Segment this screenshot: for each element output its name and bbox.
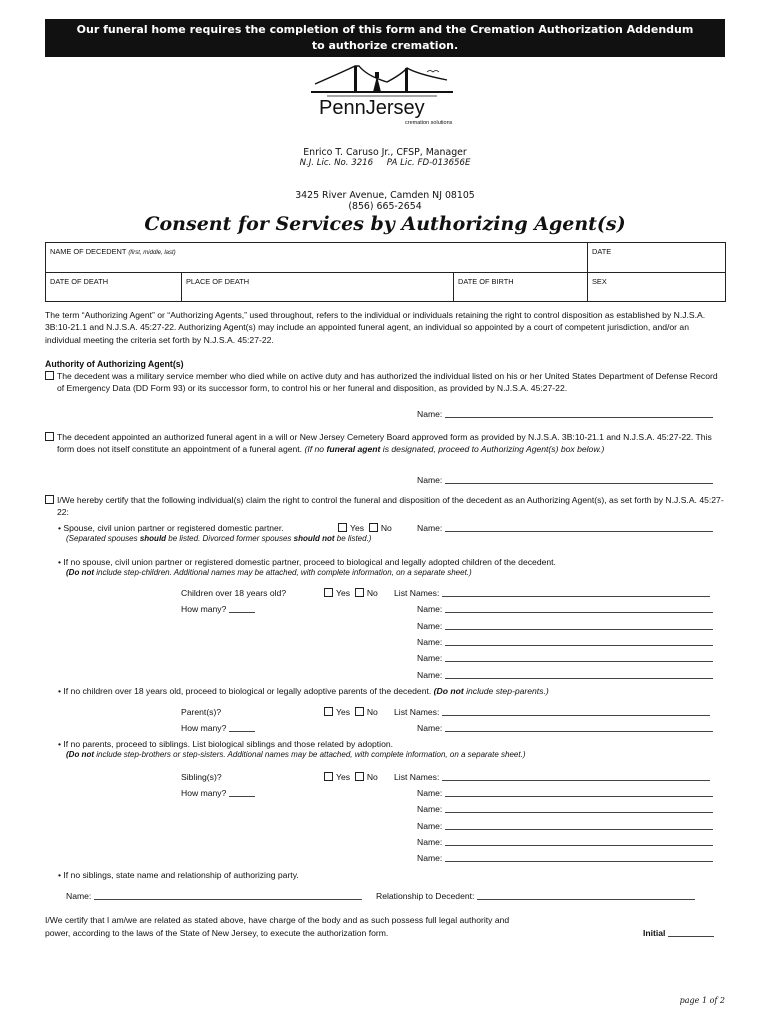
no-label: No	[380, 523, 392, 533]
instruction-banner	[45, 19, 725, 57]
place-of-death-label: PLACE OF DEATH	[186, 277, 250, 286]
parents-bullet	[58, 686, 549, 696]
name-label: Name:	[417, 653, 443, 663]
note-bold: (Do not	[66, 750, 94, 759]
authority-heading: Authority of Authorizing Agent(s)	[45, 359, 184, 369]
authorizing-party-name-input[interactable]	[94, 891, 362, 900]
name-label: Name:	[66, 891, 92, 901]
siblings-name-input-6[interactable]	[445, 853, 713, 862]
parents-yes-no	[324, 707, 378, 717]
note-part: include step-parents.)	[463, 686, 549, 696]
certify-agents-checkbox[interactable]	[45, 495, 54, 504]
parents-no-checkbox[interactable]	[355, 707, 364, 716]
certify-line-2: power, according to the laws of the State of New Jersey, to execute the authorization form.	[45, 928, 389, 938]
children-no-checkbox[interactable]	[355, 588, 364, 597]
option-military	[45, 370, 727, 395]
license-line	[0, 158, 770, 168]
option-funeral-agent-name-row	[417, 475, 713, 485]
how-many-label: How many?	[181, 788, 227, 798]
children-name-input-3[interactable]	[445, 621, 713, 630]
note-part: be listed. Divorced former spouses	[166, 534, 294, 543]
yes-label: Yes	[336, 707, 351, 717]
yes-label: Yes	[350, 523, 365, 533]
siblings-yes-no	[324, 772, 378, 782]
date-of-death-field[interactable]	[46, 273, 182, 302]
children-name-row-5	[417, 653, 713, 663]
date-label: DATE	[592, 247, 612, 256]
siblings-no-checkbox[interactable]	[355, 772, 364, 781]
name-label: Name:	[417, 853, 443, 863]
siblings-name-row-4	[417, 821, 713, 831]
no-label: No	[366, 707, 378, 717]
initial-label: Initial	[643, 928, 666, 938]
name-label: Name:	[417, 821, 443, 831]
children-name-row-6	[417, 670, 713, 680]
nj-license: N.J. Lic. No. 3216	[299, 158, 374, 168]
note-part: include step-brothers or step-sisters. Additional names may be attached, with complete information, on a separate sheet.)	[94, 750, 526, 759]
name-label: Name:	[417, 604, 443, 614]
children-name-input-4[interactable]	[445, 637, 713, 646]
siblings-list-names-row	[394, 772, 710, 782]
siblings-name-input-2[interactable]	[445, 788, 713, 797]
list-names-label: List Names:	[394, 707, 440, 717]
spouse-yes-no	[338, 523, 392, 533]
note-part: be listed.)	[334, 534, 372, 543]
funeral-agent-name-input[interactable]	[445, 475, 713, 484]
decedent-info-table	[45, 242, 726, 302]
address-street: 3425 River Avenue, Camden NJ 08105	[295, 190, 475, 201]
note-part: (If no	[304, 444, 327, 455]
siblings-name-input-3[interactable]	[445, 804, 713, 813]
spouse-yes-checkbox[interactable]	[338, 523, 347, 532]
note-bold: funeral agent	[326, 444, 381, 455]
parents-name-input-1[interactable]	[442, 707, 710, 716]
note-bold: (Do not	[433, 686, 464, 696]
place-of-death-field[interactable]	[182, 273, 454, 302]
siblings-name-input-4[interactable]	[445, 821, 713, 830]
certify-line-1: I/We certify that I am/we are related as stated above, have charge of the body and as such possess full legal authority and	[45, 915, 510, 925]
option-funeral-agent-text: The decedent appointed an authorized funeral agent in a will or New Jersey Cemetery Board approved form as provided by N.J.S.A. 3B:10-21.1 and N.J.S.A. 45:27-22. This form does not itself constitute an appointment of a funeral agent.	[57, 432, 712, 455]
pennjersey-logo	[307, 62, 457, 128]
note-part: (Separated spouses	[66, 534, 140, 543]
children-list-names-row	[394, 588, 710, 598]
siblings-name-row-5	[417, 837, 713, 847]
authorizing-party-name-row	[66, 891, 362, 901]
form-title: Consent for Services by Authorizing Agent(s)	[144, 213, 626, 235]
spouse-note	[66, 534, 371, 543]
name-of-decedent-label: NAME OF DECEDENT	[50, 247, 127, 256]
logo-wordmark: PennJersey	[319, 97, 425, 119]
parents-yes-checkbox[interactable]	[324, 707, 333, 716]
name-label: Name:	[417, 804, 443, 814]
siblings-name-row-3	[417, 804, 713, 814]
spouse-name-input[interactable]	[445, 523, 713, 532]
military-name-input[interactable]	[445, 409, 713, 418]
note-part: is designated, proceed to Authorizing Agent(s) box below.)	[380, 444, 605, 455]
name-label: Name:	[417, 475, 443, 485]
intro-paragraph: The term “Authorizing Agent” or “Authorizing Agents,” used throughout, refers to the individual or individuals retaining the right to control disposition as established by N.J.S.A. 3B:10-21.1 and N.J.S.A. 45:27-22. Authorizing Agent(s) may include an appointed funeral agent, an individual so appointed by a court of competent jurisdiction, and/or an individual meeting the criteria set forth by N.J.S.A. 45:27-22.	[45, 310, 706, 345]
note-part: include step-children. Additional names may be attached, with complete information, on a separate sheet.)	[94, 568, 472, 577]
funeral-agent-checkbox[interactable]	[45, 432, 54, 441]
how-many-label: How many?	[181, 723, 227, 733]
option-certify-agents-text: I/We hereby certify that the following individual(s) claim the right to control the funeral and disposition of the decedent as an Authorizing Agent(s), as set forth by N.J.S.A. 45:27-22:	[57, 495, 724, 518]
option-funeral-agent	[45, 431, 727, 456]
name-hint: (first, middle, last)	[128, 250, 176, 256]
page-number: page 1 of 2	[679, 996, 725, 1005]
option-military-text: The decedent was a military service member who died while on active duty and has authorized the individual listed on his or her United States Department of Defense Record of Emergency Data (DD Form 93) or its successor form, to control his or her funeral and disposition, as provided by N.J.S.A. 45:27-22.	[57, 371, 718, 394]
name-label: Name:	[417, 409, 443, 419]
spouse-no-checkbox[interactable]	[369, 523, 378, 532]
yes-label: Yes	[336, 588, 351, 598]
sex-field[interactable]	[588, 273, 726, 302]
parents-name-input-2[interactable]	[445, 723, 713, 732]
siblings-name-row-2	[417, 788, 713, 798]
children-how-many-input[interactable]	[229, 604, 255, 613]
address-phone: (856) 665-2654	[348, 201, 422, 212]
children-yes-checkbox[interactable]	[324, 588, 333, 597]
note-bold: should	[139, 534, 167, 543]
list-names-label: List Names:	[394, 772, 440, 782]
parents-how-many-input[interactable]	[229, 723, 255, 732]
military-checkbox[interactable]	[45, 371, 54, 380]
name-of-decedent-field[interactable]	[46, 243, 588, 273]
siblings-how-many-input[interactable]	[229, 788, 255, 797]
relationship-label: Relationship to Decedent:	[376, 891, 475, 901]
date-of-birth-label: DATE OF BIRTH	[458, 277, 514, 286]
note-bold: should not	[293, 534, 335, 543]
initial-row	[643, 928, 714, 938]
siblings-name-input-1[interactable]	[442, 772, 710, 781]
banner-line-2: to authorize cremation.	[311, 39, 459, 52]
logo-tagline: cremation solutions	[405, 120, 453, 126]
sex-label: SEX	[592, 277, 607, 286]
banner-line-1: Our funeral home requires the completion of this form and the Cremation Authorization Addendum	[76, 23, 694, 36]
siblings-name-input-5[interactable]	[445, 837, 713, 846]
siblings-question: Sibling(s)?	[181, 772, 222, 782]
no-label: No	[366, 588, 378, 598]
siblings-bullet: • If no parents, proceed to siblings. List biological siblings and those related by adoption.	[58, 739, 394, 749]
manager-name: Enrico T. Caruso Jr., CFSP, Manager	[303, 147, 467, 158]
children-note	[66, 568, 472, 577]
name-label: Name:	[417, 621, 443, 631]
children-yes-no	[324, 588, 378, 598]
siblings-how-many-row	[181, 788, 255, 798]
no-label: No	[366, 772, 378, 782]
children-name-row-3	[417, 621, 713, 631]
parents-list-names-row	[394, 707, 710, 717]
date-of-death-label: DATE OF DEATH	[50, 277, 109, 286]
parents-how-many-row	[181, 723, 255, 733]
initial-input[interactable]	[668, 928, 714, 937]
parents-question: Parent(s)?	[181, 707, 222, 717]
date-field[interactable]	[588, 243, 726, 273]
option-certify-agents	[45, 494, 727, 519]
name-label: Name:	[417, 723, 443, 733]
children-name-row-4	[417, 637, 713, 647]
children-name-row-2	[417, 604, 713, 614]
siblings-name-row-6	[417, 853, 713, 863]
list-names-label: List Names:	[394, 588, 440, 598]
note-bold: (Do not	[66, 568, 94, 577]
option-military-name-row	[417, 409, 713, 419]
parents-note	[434, 686, 549, 696]
parents-bullet-text: • If no children over 18 years old, proceed to biological or legally adoptive parents of the decedent.	[58, 686, 434, 696]
children-how-many-row	[181, 604, 255, 614]
name-label: Name:	[417, 670, 443, 680]
children-question: Children over 18 years old?	[181, 588, 287, 598]
name-label: Name:	[417, 523, 443, 533]
parents-name-row-2	[417, 723, 713, 733]
children-name-input-5[interactable]	[445, 653, 713, 662]
name-label: Name:	[417, 837, 443, 847]
siblings-note	[66, 750, 525, 759]
how-many-label: How many?	[181, 604, 227, 614]
name-label: Name:	[417, 637, 443, 647]
no-siblings-bullet: • If no siblings, state name and relationship of authorizing party.	[58, 870, 299, 880]
yes-label: Yes	[336, 772, 351, 782]
spouse-name-row	[417, 523, 713, 533]
pa-license: PA Lic. FD-013656E	[386, 158, 471, 168]
children-name-input-2[interactable]	[445, 604, 713, 613]
spouse-bullet: • Spouse, civil union partner or registered domestic partner.	[58, 523, 284, 533]
date-of-birth-field[interactable]	[454, 273, 588, 302]
children-bullet: • If no spouse, civil union partner or registered domestic partner, proceed to biological and legally adopted children of the decedent.	[58, 557, 556, 567]
relationship-input[interactable]	[477, 891, 695, 900]
siblings-yes-checkbox[interactable]	[324, 772, 333, 781]
children-name-input-1[interactable]	[442, 588, 710, 597]
relationship-row	[376, 891, 695, 901]
funeral-agent-note	[304, 444, 604, 454]
children-name-input-6[interactable]	[445, 670, 713, 679]
name-label: Name:	[417, 788, 443, 798]
